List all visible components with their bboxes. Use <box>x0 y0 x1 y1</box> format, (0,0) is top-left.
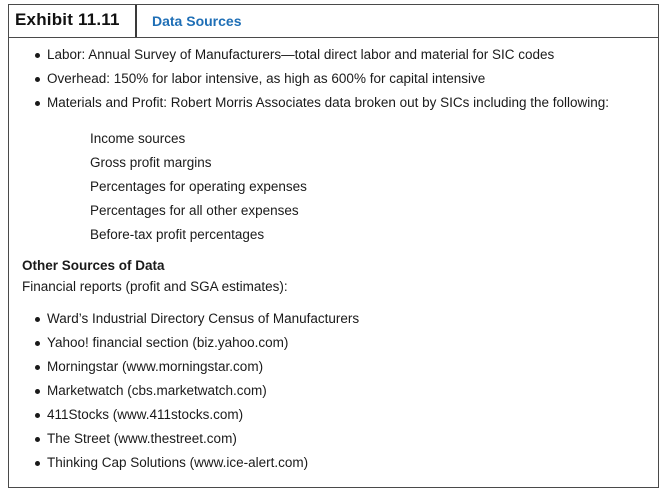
bullet-icon <box>35 341 40 346</box>
list-item: Before-tax profit percentages <box>90 227 265 242</box>
list-item-text: 411Stocks (www.411stocks.com) <box>47 407 244 422</box>
list-item <box>33 67 609 91</box>
list-item <box>33 355 359 379</box>
list-item: Gross profit margins <box>90 155 212 170</box>
list-item-text: Materials and Profit: Robert Morris Associates data broken out by SICs including the following: <box>47 95 610 110</box>
list-item <box>33 43 609 67</box>
exhibit-title: Data Sources <box>152 13 242 29</box>
list-item <box>33 91 609 115</box>
bullet-icon <box>35 389 40 394</box>
list-item-text: Marketwatch (cbs.marketwatch.com) <box>47 383 267 398</box>
bullet-icon <box>35 317 40 322</box>
list-item-text: Ward’s Industrial Directory Census of Manufacturers <box>47 311 360 326</box>
primary-sources-list <box>33 43 609 115</box>
list-item: Percentages for all other expenses <box>90 203 299 218</box>
list-item-text: Yahoo! financial section (biz.yahoo.com) <box>47 335 289 350</box>
list-item-text: Overhead: 150% for labor intensive, as high as 600% for capital intensive <box>47 71 486 86</box>
exhibit-box <box>8 4 659 488</box>
other-sources-list <box>33 307 359 475</box>
bullet-icon <box>35 437 40 442</box>
rma-items-list <box>90 127 307 247</box>
list-item: Percentages for operating expenses <box>90 179 307 194</box>
list-item: Income sources <box>90 131 186 146</box>
bullet-icon <box>35 77 40 82</box>
section-intro: Financial reports (profit and SGA estimates): <box>22 279 288 294</box>
section-heading: Other Sources of Data <box>22 258 165 273</box>
list-item <box>33 379 359 403</box>
bullet-icon <box>35 413 40 418</box>
bullet-icon <box>35 101 40 106</box>
list-item <box>33 451 359 475</box>
list-item <box>33 331 359 355</box>
list-item <box>33 403 359 427</box>
list-item-text: Labor: Annual Survey of Manufacturers—total direct labor and material for SIC codes <box>47 47 555 62</box>
list-item-text: Thinking Cap Solutions (www.ice-alert.com) <box>47 455 309 470</box>
exhibit-number: Exhibit 11.11 <box>9 5 137 37</box>
list-item-text: Morningstar (www.morningstar.com) <box>47 359 264 374</box>
list-item-text: The Street (www.thestreet.com) <box>47 431 237 446</box>
bullet-icon <box>35 53 40 58</box>
bullet-icon <box>35 365 40 370</box>
list-item <box>33 427 359 451</box>
header-divider <box>9 37 658 38</box>
bullet-icon <box>35 461 40 466</box>
list-item <box>33 307 359 331</box>
